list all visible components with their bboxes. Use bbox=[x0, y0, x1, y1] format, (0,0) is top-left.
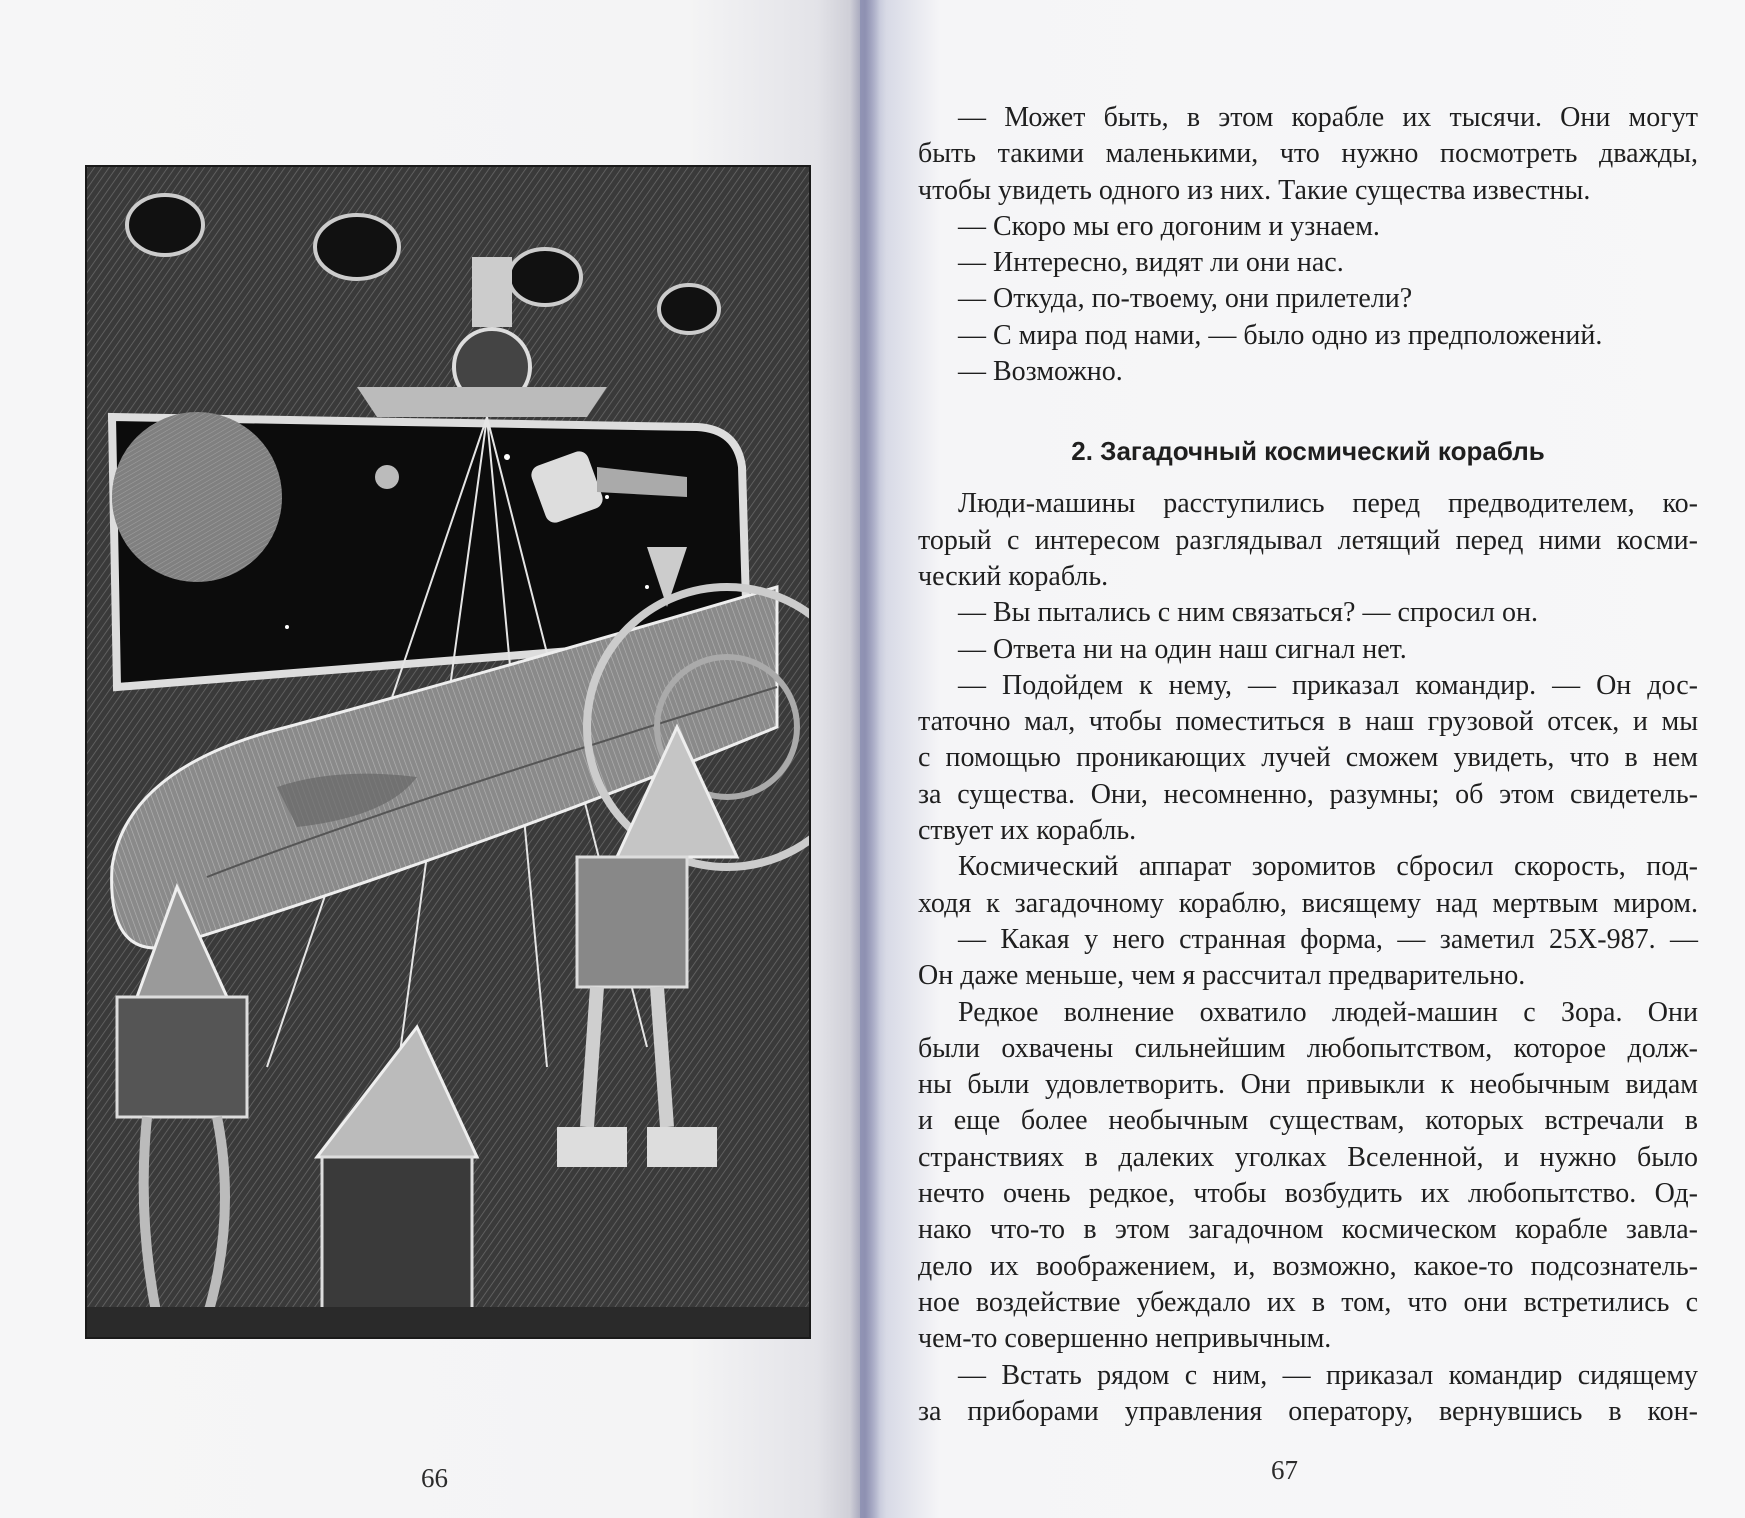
text-line: Он даже меньше, чем я рассчитал предварительно. bbox=[918, 960, 1526, 992]
left-page bbox=[0, 0, 860, 1518]
page-number-right: 67 bbox=[1271, 1455, 1298, 1485]
illustration-drawing bbox=[87, 167, 809, 1337]
text-line: таточно мал, чтобы поместиться в наш грузовой отсек, и мы bbox=[918, 706, 1698, 738]
right-page-text bbox=[918, 100, 1698, 1430]
text-line: Космический аппарат зоромитов сбросил скорость, под- bbox=[958, 851, 1698, 883]
text-line: ствует их корабль. bbox=[918, 815, 1137, 847]
section-gap bbox=[918, 390, 1698, 424]
text-line: — Скоро мы его догоним и узнаем. bbox=[958, 210, 1380, 242]
text-line: ное воздействие убеждало их в том, что они встретились с bbox=[918, 1286, 1698, 1318]
text-line: с помощью проникающих лучей сможем увидеть, что в нем bbox=[918, 742, 1698, 774]
chapter-heading: 2. Загадочный космический корабль bbox=[1071, 436, 1545, 467]
text-line: — Подойдем к нему, — приказал командир. — Он дос- bbox=[958, 669, 1698, 701]
text-line: и еще более необычным существам, которых встречали в bbox=[918, 1105, 1698, 1137]
text-line: ходя к загадочному кораблю, висящему над мертвым миром. bbox=[918, 887, 1698, 919]
text-line: были охвачены сильнейшим любопытством, которое долж- bbox=[918, 1032, 1698, 1064]
text-line: дело их воображением, и, возможно, какое-то подсознатель- bbox=[918, 1250, 1698, 1282]
book-gutter bbox=[850, 0, 880, 1518]
text-line: Люди-машины расступились перед предводителем, ко- bbox=[958, 488, 1698, 520]
text-line: чтобы увидеть одного из них. Такие существа известны. bbox=[918, 174, 1591, 206]
text-line: — Откуда, по-твоему, они прилетели? bbox=[958, 283, 1413, 315]
text-line: нако что-то в этом загадочном космическом корабле завла- bbox=[918, 1214, 1698, 1246]
text-line: — С мира под нами, — было одно из предположений. bbox=[958, 319, 1603, 351]
text-line: — Может быть, в этом корабле их тысячи. Они могут bbox=[958, 102, 1698, 133]
text-line: за приборами управления оператору, вернувшись в кон- bbox=[918, 1395, 1698, 1427]
text-line: ческий корабль. bbox=[918, 560, 1109, 592]
text-line: Редкое волнение охватило людей-машин с Зора. Они bbox=[958, 996, 1698, 1028]
spaceship-robots-illustration bbox=[85, 165, 811, 1339]
text-line: — Возможно. bbox=[958, 356, 1123, 388]
text-line: странствиях в далеких уголках Вселенной, и нужно было bbox=[918, 1141, 1698, 1173]
text-line: — Какая у него странная форма, — заметил 25X-987. — bbox=[958, 923, 1698, 955]
text-line: нечто очень редкое, чтобы возбудить их любопытство. Од- bbox=[918, 1178, 1698, 1210]
text-line: торый с интересом разглядывал летящий перед ними косми- bbox=[918, 524, 1698, 556]
text-line: — Встать рядом с ним, — приказал командир сидящему bbox=[958, 1359, 1698, 1391]
text-line: быть такими маленькими, что нужно посмотреть дважды, bbox=[918, 138, 1698, 170]
text-line: — Ответа ни на один наш сигнал нет. bbox=[958, 633, 1407, 665]
text-line: ны были удовлетворить. Они привыкли к необычным видам bbox=[918, 1069, 1698, 1101]
page-number-left: 66 bbox=[421, 1463, 448, 1493]
text-line: чем-то совершенно непривычным. bbox=[918, 1323, 1332, 1355]
text-line: — Вы пытались с ним связаться? — спросил он. bbox=[958, 597, 1538, 629]
text-line: за существа. Они, несомненно, разумны; об этом свидетель- bbox=[918, 778, 1698, 810]
text-line: — Интересно, видят ли они нас. bbox=[958, 247, 1344, 279]
